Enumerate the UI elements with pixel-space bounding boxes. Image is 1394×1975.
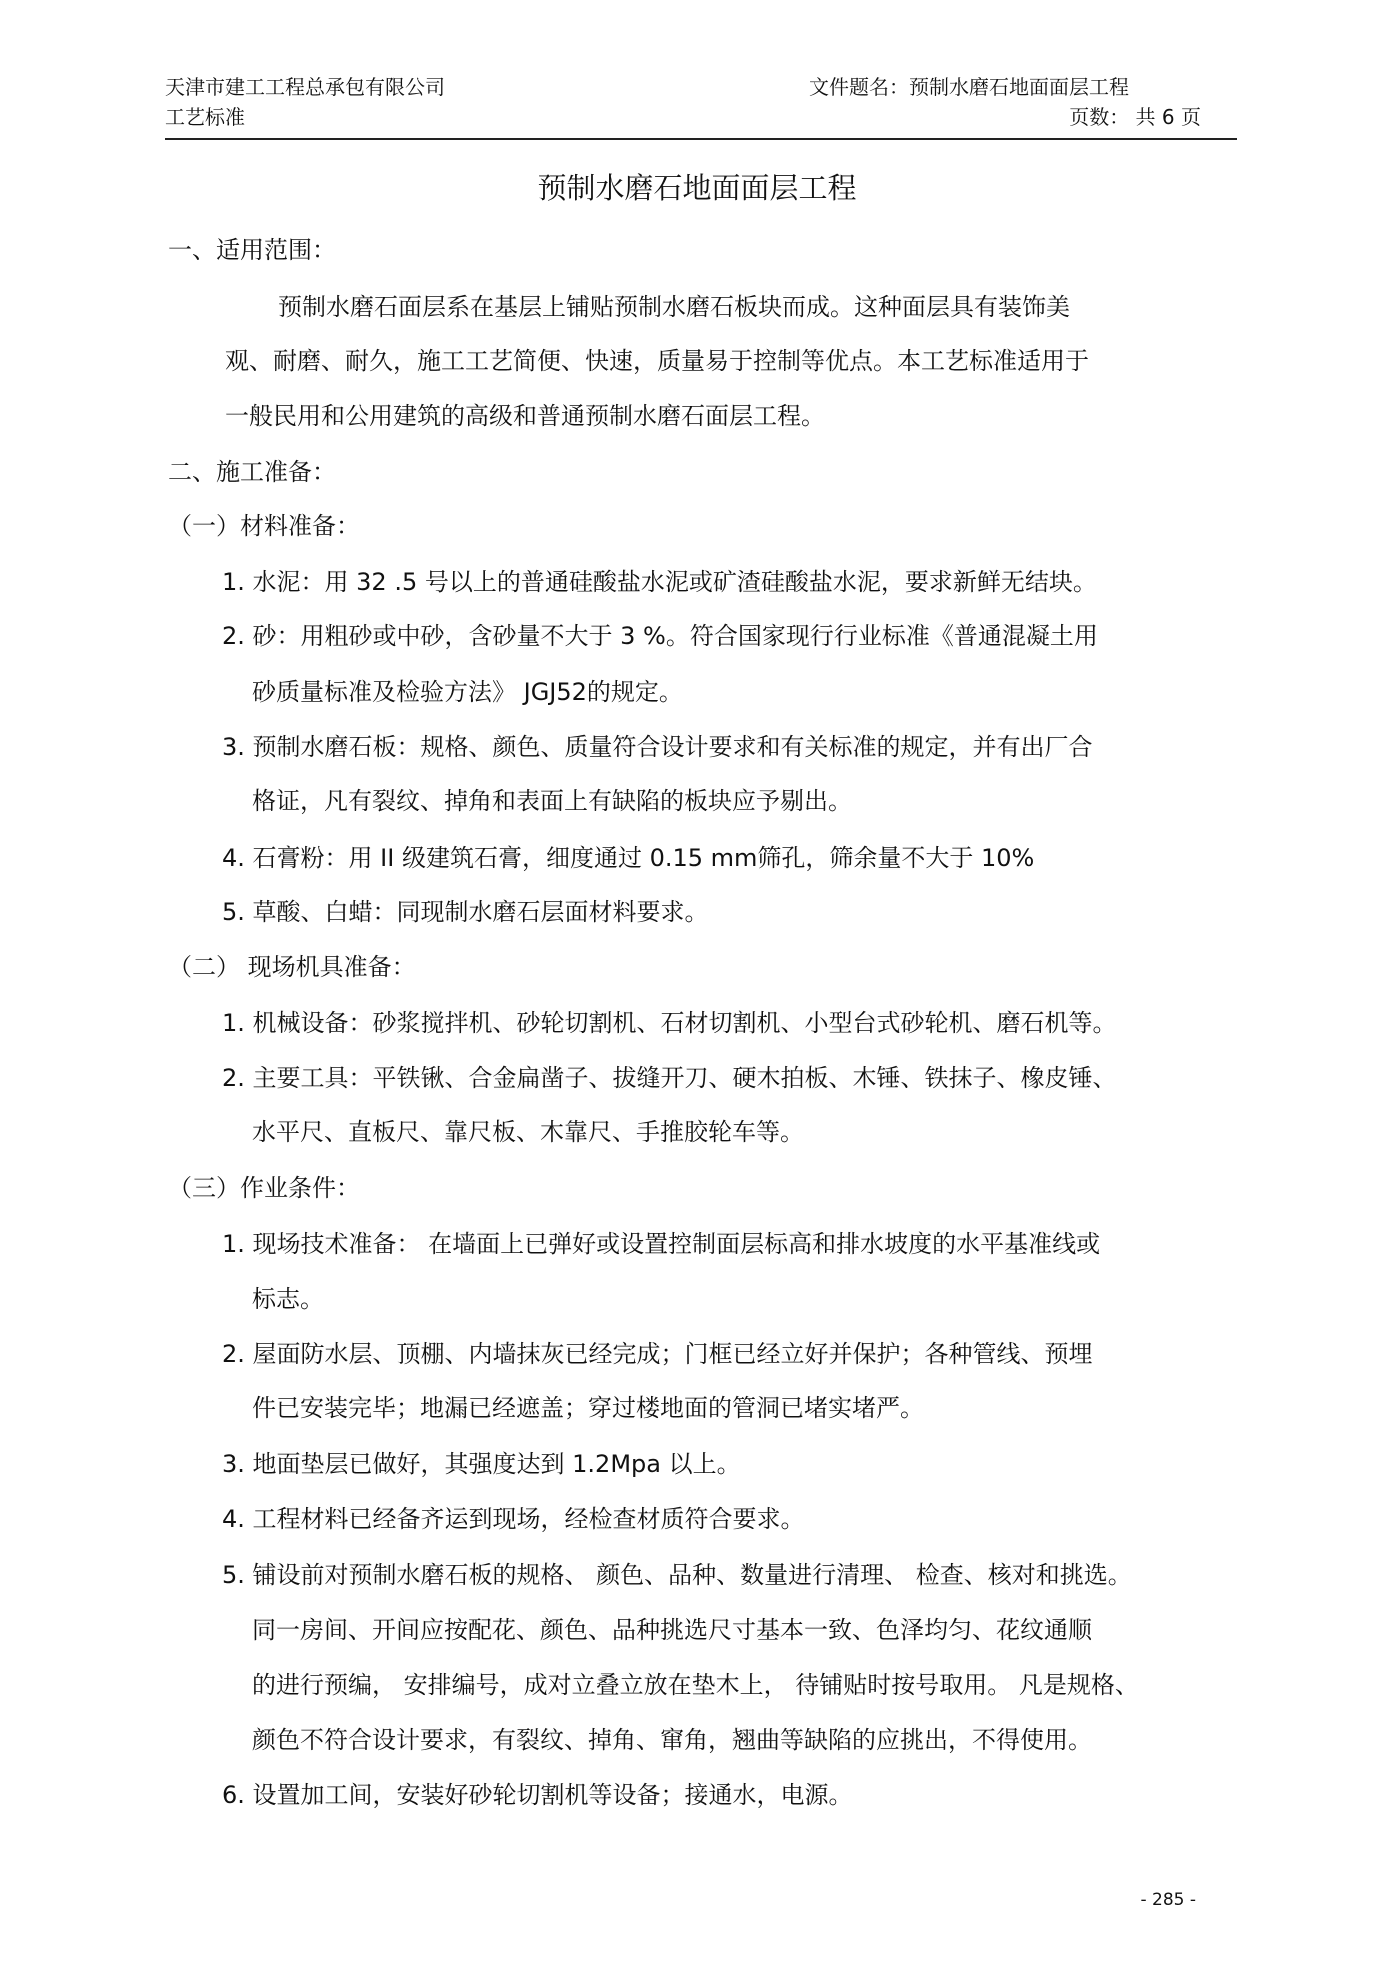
list-item: 2. 屋面防水层、顶棚、内墙抹灰已经完成；门框已经立好并保护；各种管线、预埋 [222, 1340, 1093, 1368]
list-item: 1. 现场技术准备： 在墙面上已弹好或设置控制面层标高和排水坡度的水平基准线或 [222, 1230, 1101, 1258]
page-number: - 285 - [1140, 1890, 1196, 1910]
list-item: 3. 预制水磨石板：规格、颜色、质量符合设计要求和有关标准的规定，并有出厂合 [222, 733, 1093, 761]
list-item-continuation: 同一房间、开间应按配花、颜色、品种挑选尺寸基本一致、色泽均匀、花纹通顺 [252, 1616, 1092, 1644]
list-item-continuation: 格证，凡有裂纹、掉角和表面上有缺陷的板块应予剔出。 [252, 787, 852, 815]
list-item: 3. 地面垫层已做好，其强度达到 1.2Mpa 以上。 [222, 1450, 741, 1478]
list-item: 4. 石膏粉：用 II 级建筑石膏，细度通过 0.15 mm筛孔，筛余量不大于 10% [222, 844, 1035, 872]
list-item: 1. 水泥：用 32 .5 号以上的普通硅酸盐水泥或矿渣硅酸盐水泥，要求新鲜无结块。 [222, 568, 1097, 596]
paragraph-line: 预制水磨石面层系在基层上铺贴预制水磨石板块而成。这种面层具有装饰美 [278, 293, 1070, 321]
list-item-continuation: 件已安装完毕；地漏已经遮盖；穿过楼地面的管洞已堵实堵严。 [252, 1394, 924, 1422]
document-name: 文件题名：预制水磨石地面面层工程 [809, 75, 1129, 99]
page-count: 页数： 共 6 页 [1069, 105, 1201, 129]
list-item-continuation: 砂质量标准及检验方法》 JGJ52的规定。 [252, 678, 683, 706]
list-item: 6. 设置加工间，安装好砂轮切割机等设备；接通水，电源。 [222, 1781, 853, 1809]
list-item: 1. 机械设备：砂浆搅拌机、砂轮切割机、石材切割机、小型台式砂轮机、磨石机等。 [222, 1009, 1117, 1037]
document-category: 工艺标准 [165, 105, 245, 129]
page-title: 预制水磨石地面面层工程 [537, 171, 857, 205]
page-header [165, 68, 1237, 140]
list-item-continuation: 颜色不符合设计要求，有裂纹、掉角、窜角，翘曲等缺陷的应挑出，不得使用。 [252, 1726, 1092, 1754]
list-item-continuation: 的进行预编， 安排编号，成对立叠立放在垫木上， 待铺贴时按号取用。 凡是规格、 [252, 1671, 1139, 1699]
subsection-heading: （一）材料准备： [168, 512, 360, 540]
list-item: 5. 铺设前对预制水磨石板的规格、 颜色、品种、数量进行清理、 检查、核对和挑选。 [222, 1561, 1132, 1589]
paragraph-line: 观、耐磨、耐久，施工工艺简便、快速，质量易于控制等优点。本工艺标准适用于 [225, 347, 1089, 375]
company-name: 天津市建工工程总承包有限公司 [165, 75, 445, 99]
list-item: 2. 主要工具：平铁锹、合金扁凿子、拔缝开刀、硬木拍板、木锤、铁抹子、橡皮锤、 [222, 1064, 1117, 1092]
paragraph-line: 一般民用和公用建筑的高级和普通预制水磨石面层工程。 [225, 402, 825, 430]
subsection-heading: （二） 现场机具准备： [168, 953, 416, 981]
list-item: 2. 砂：用粗砂或中砂，含砂量不大于 3 %。符合国家现行行业标准《普通混凝土用 [222, 622, 1098, 650]
list-item: 4. 工程材料已经备齐运到现场，经检查材质符合要求。 [222, 1505, 805, 1533]
subsection-heading: （三）作业条件： [168, 1174, 360, 1202]
section-heading: 一、适用范围： [168, 236, 336, 264]
list-item-continuation: 标志。 [252, 1285, 324, 1313]
section-heading: 二、施工准备： [168, 458, 336, 486]
list-item: 5. 草酸、白蜡：同现制水磨石层面材料要求。 [222, 898, 709, 926]
list-item-continuation: 水平尺、直板尺、靠尺板、木靠尺、手推胶轮车等。 [252, 1118, 804, 1146]
